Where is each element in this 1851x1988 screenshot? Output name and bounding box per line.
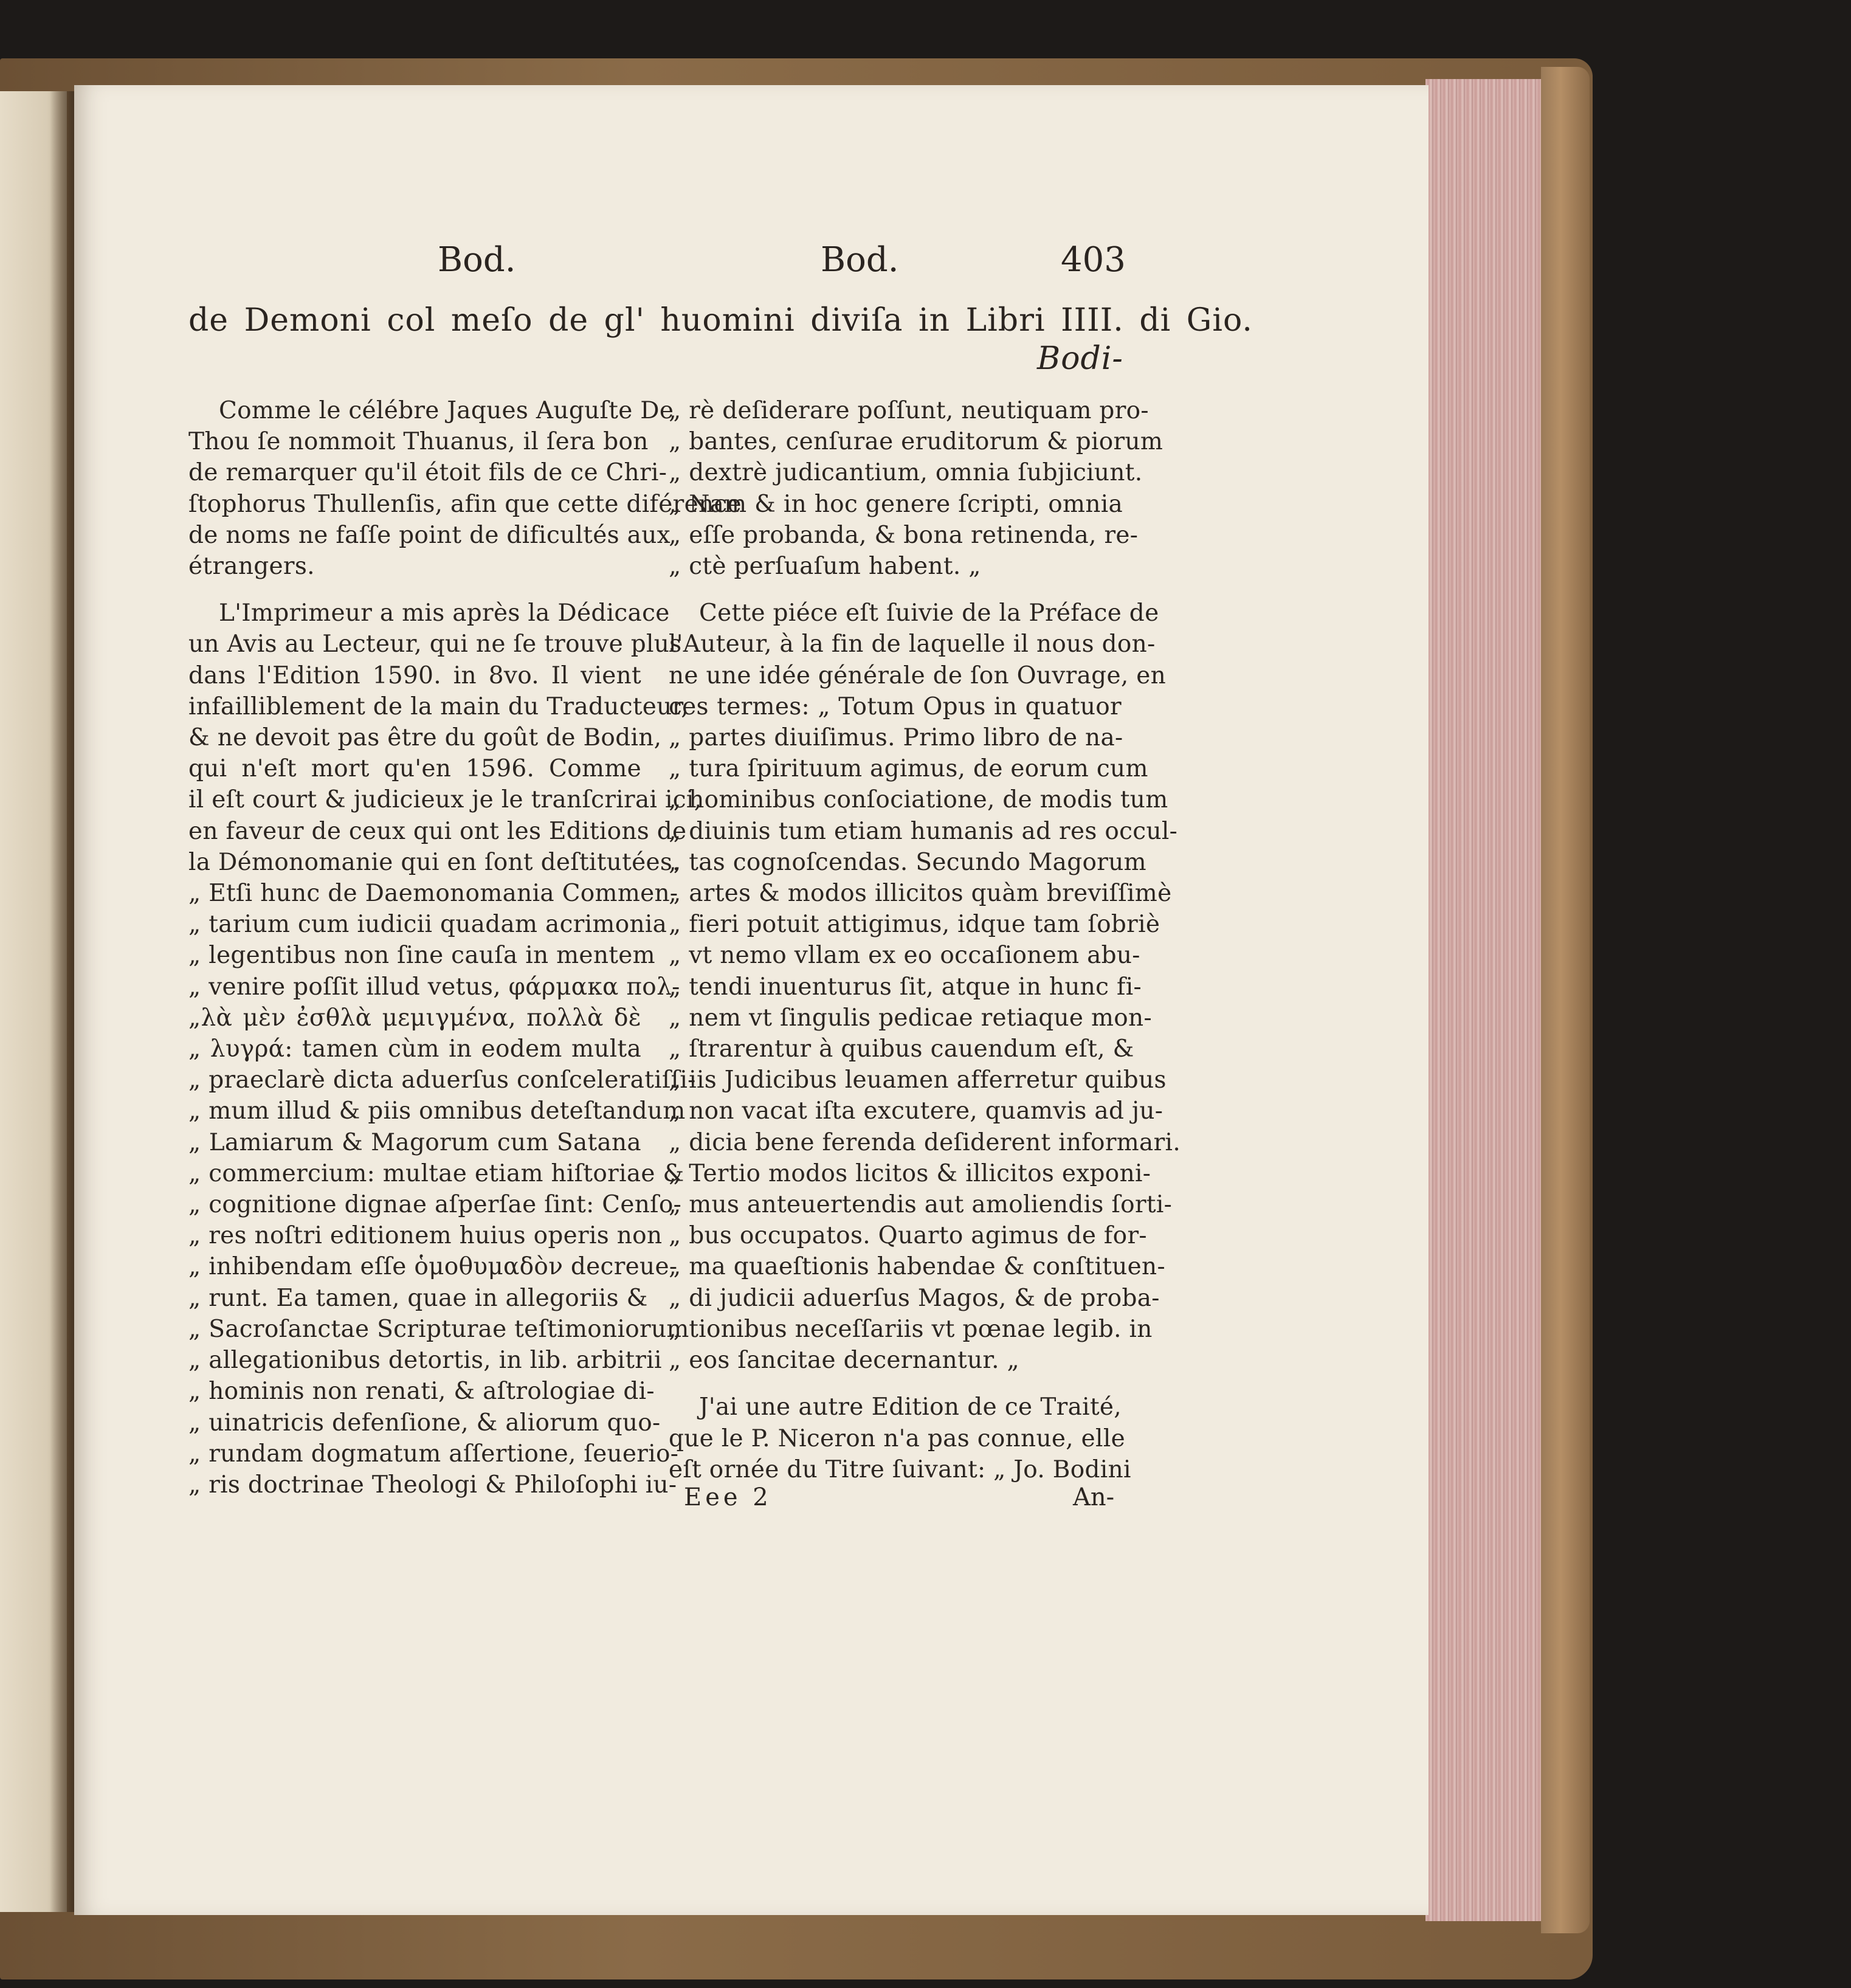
text-line: „ nem vt ſingulis pedicae retiaque mon-	[669, 1004, 1152, 1032]
text-line: Thou ſe nommoit Thuanus, il ſera bon	[188, 428, 649, 456]
text-line: „ Etſi hunc de Daemonomania Commen-	[188, 880, 678, 908]
page-block-edge	[1425, 79, 1541, 1921]
text-line: „ venire poſſit illud vetus, φάρμακα πολ-	[188, 973, 680, 1001]
text-line: ces termes: „ Totum Opus in quatuor	[669, 692, 1122, 720]
text-line: ſtophorus Thullenſis, afin que cette diférence	[188, 490, 742, 518]
text-line: „ artes & modos illicitos quàm breviſſimè	[669, 880, 1172, 908]
paragraph	[669, 1392, 1131, 1485]
text-line: „ eos ſancitae decernantur. „	[669, 1347, 1020, 1375]
text-line: qui n'eſt mort qu'en 1596. Comme	[188, 755, 641, 783]
text-line: „ ctè perſuaſum habent. „	[669, 553, 981, 581]
title-line-2: Bodi-	[1036, 340, 1123, 377]
text-line: „ praeclarè dicta aduerſus conſceleratiſſi-	[188, 1066, 696, 1094]
text-line: „ Lamiarum & Magorum cum Satana	[188, 1128, 641, 1156]
text-line: „ legentibus non ſine cauſa in mentem	[188, 942, 655, 970]
title-line-1: de Demoni col meſo de gl' huomini diviſa in Libri IIII. di Gio.	[188, 302, 1253, 339]
text-line: „ commercium: multae etiam hiſtoriae &	[188, 1159, 684, 1187]
text-line: „ tarium cum iudicii quadam acrimonia	[188, 911, 667, 939]
text-line: ne une idée générale de ſon Ouvrage, en	[669, 661, 1167, 689]
text-line: „ partes diuiſimus. Primo libro de na-	[669, 724, 1123, 752]
catchword: An-	[1073, 1483, 1115, 1511]
text-line: „ bus occupatos. Quarto agimus de for-	[669, 1222, 1147, 1250]
text-line: un Avis au Lecteur, qui ne ſe trouve plus	[188, 630, 682, 658]
text-line: étrangers.	[188, 553, 315, 581]
cover-board-edge	[1541, 67, 1590, 1933]
text-line: J'ai une autre Edition de ce Traité,	[699, 1393, 1122, 1421]
text-line: „ iis Judicibus leuamen afferretur quibus	[669, 1066, 1167, 1094]
paragraph	[669, 598, 1181, 1376]
left-text-column	[188, 395, 742, 1500]
text-line: „ uinatricis defenſione, & aliorum quo-	[188, 1409, 661, 1437]
signature-mark: Eee 2	[684, 1483, 772, 1511]
text-line: de remarquer qu'il étoit fils de ce Chri-	[188, 459, 667, 487]
text-line: que le P. Niceron n'a pas connue, elle	[669, 1424, 1125, 1452]
paragraph	[669, 395, 1163, 582]
text-line: „ inhibendam eſſe ὁμοθυμαδὸν decreue-	[188, 1253, 678, 1281]
text-line: il eſt court & judicieux je le tranſcrirai ici,	[188, 786, 702, 814]
text-line: „ mus anteuertendis aut amoliendis ſorti-	[669, 1191, 1173, 1219]
text-line: „ allegationibus detortis, in lib. arbitrii	[188, 1347, 662, 1375]
text-line: infailliblement de la main du Traducteur,	[188, 692, 689, 720]
text-line: & ne devoit pas être du goût de Bodin,	[188, 724, 662, 752]
text-line: „ ma quaeſtionis habendae & conſtituen-	[669, 1253, 1165, 1281]
text-line: „ ris doctrinae Theologi & Philoſophi iu-	[188, 1471, 677, 1499]
text-line: „ di judicii aduerſus Magos, & de proba-	[669, 1284, 1160, 1312]
text-line: „ runt. Ea tamen, quae in allegoriis &	[188, 1284, 648, 1312]
text-line: „ tionibus neceſſariis vt pœnae legib. in	[669, 1315, 1153, 1343]
text-line: „ rundam dogmatum aſſertione, ſeuerio-	[188, 1440, 679, 1468]
text-line: „ dextrè judicantium, omnia ſubjiciunt.	[669, 459, 1143, 487]
spine-gutter	[50, 91, 74, 1912]
text-line: „ tendi inuenturus ſit, atque in hunc fi-	[669, 973, 1142, 1001]
text-line: „ Tertio modos licitos & illicitos exponi-	[669, 1159, 1151, 1187]
text-line: dans l'Edition 1590. in 8vo. Il vient	[188, 661, 641, 689]
text-line: „ res noſtri editionem huius operis non	[188, 1222, 663, 1250]
text-line: „ tura ſpirituum agimus, de eorum cum	[669, 755, 1148, 783]
text-line: „ rè deſiderare poſſunt, neutiquam pro-	[669, 397, 1149, 424]
page-number: 403	[1061, 240, 1126, 280]
text-line: „ vt nemo vllam ex eo occaſionem abu-	[669, 942, 1140, 970]
text-line: „ diuinis tum etiam humanis ad res occul-	[669, 817, 1178, 845]
running-head-center: Bod.	[821, 240, 899, 280]
text-line: Comme le célébre Jaques Auguſte De	[219, 397, 674, 424]
text-line: „λὰ μὲν ἐσθλὰ μεμιγμένα, πολλὰ δὲ	[188, 1004, 641, 1032]
text-line: „ hominis non renati, & aſtrologiae di-	[188, 1378, 655, 1406]
text-line: en faveur de ceux qui ont les Editions de	[188, 817, 687, 845]
text-line: „ cognitione dignae aſperſae ſint: Cenſo-	[188, 1191, 682, 1219]
text-line: „ tas cognoſcendas. Secundo Magorum	[669, 848, 1146, 876]
paragraph	[188, 395, 742, 582]
text-line: la Démonomanie qui en ſont deſtitutées.	[188, 848, 680, 876]
text-line: „ hominibus conſociatione, de modis tum	[669, 786, 1168, 814]
text-line: de noms ne faſſe point de dificultés aux	[188, 521, 670, 549]
text-line: eſt ornée du Titre ſuivant: „ Jo. Bodini	[669, 1455, 1131, 1483]
running-head-left: Bod.	[438, 240, 516, 280]
text-line: „ Nam & in hoc genere ſcripti, omnia	[669, 490, 1123, 518]
text-line: „ eſſe probanda, & bona retinenda, re-	[669, 521, 1139, 549]
text-line: „ bantes, cenſurae eruditorum & piorum	[669, 428, 1163, 456]
text-line: „ mum illud & piis omnibus deteſtandum	[188, 1097, 686, 1125]
text-line: Cette piéce eſt ſuivie de la Préface de	[699, 599, 1159, 627]
right-text-column	[669, 395, 1181, 1485]
text-line: „ non vacat iſta excutere, quamvis ad ju-	[669, 1097, 1163, 1125]
text-line: L'Imprimeur a mis après la Dédicace	[219, 599, 670, 627]
text-line: l'Auteur, à la fin de laquelle il nous don-	[669, 630, 1156, 658]
text-line: „ λυγρά: tamen cùm in eodem multa	[188, 1035, 641, 1063]
text-line: „ fieri potuit attigimus, idque tam ſobriè	[669, 911, 1160, 939]
paragraph	[188, 598, 702, 1500]
text-line: „ ſtrarentur à quibus cauendum eſt, &	[669, 1035, 1134, 1063]
text-line: „ Sacroſanctae Scripturae teſtimoniorum	[188, 1315, 689, 1343]
text-line: „ dicia bene ferenda deſiderent informari.	[669, 1128, 1181, 1156]
